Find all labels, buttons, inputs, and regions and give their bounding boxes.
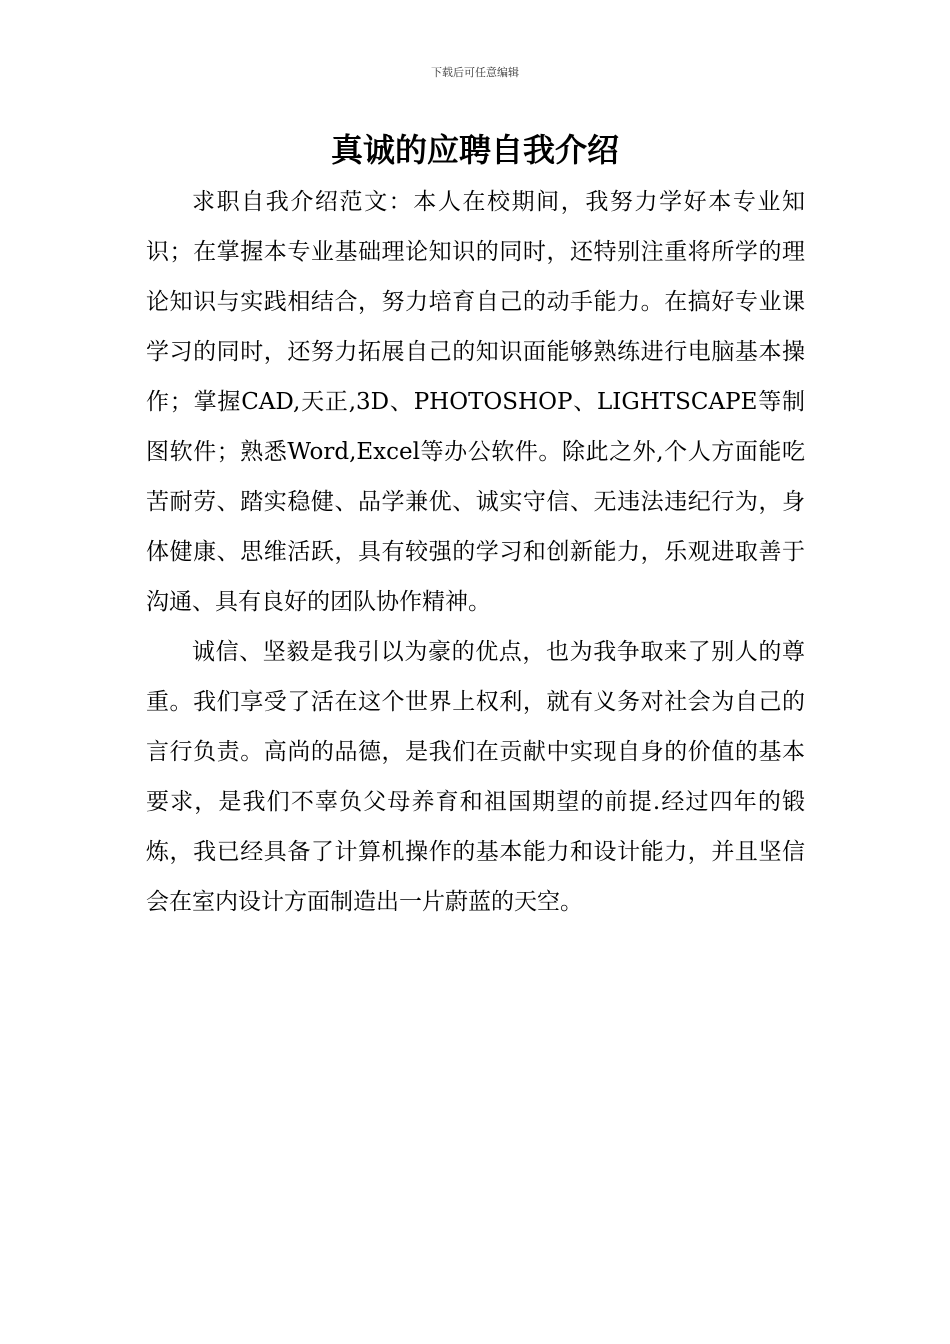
document-title: 真诚的应聘自我介绍 <box>330 131 619 169</box>
document-body <box>146 177 805 927</box>
paragraph-self-introduction: 求职自我介绍范文：本人在校期间，我努力学好本专业知识；在掌握本专业基础理论知识的同时，还特别注重将所学的理论知识与实践相结合，努力培育自己的动手能力。在搞好专业课学习的同时，还努力拓展自己的知识面能够熟练进行电脑基本操作；掌握CAD,天正,3D、PHOTOSHOP、LIGHTSCAPE等制图软件；熟悉Word,Excel等办公软件。除此之外,个人方面能吃苦耐劳、踏实稳健、品学兼优、诚实守信、无违法违纪行为，身体健康、思维活跃，具有较强的学习和创新能力，乐观进取善于沟通、具有良好的团队协作精神。 <box>146 189 805 615</box>
paragraph-integrity: 诚信、坚毅是我引以为豪的优点，也为我争取来了别人的尊重。我们享受了活在这个世界上权利，就有义务对社会为自己的言行负责。高尚的品德，是我们在贡献中实现自身的价值的基本要求，是我们不辜负父母养育和祖国期望的前提.经过四年的锻炼，我已经具备了计算机操作的基本能力和设计能力，并且坚信会在室内设计方面制造出一片蔚蓝的天空。 <box>146 639 805 915</box>
page-header-note: 下载后可任意编辑 <box>431 66 519 79</box>
